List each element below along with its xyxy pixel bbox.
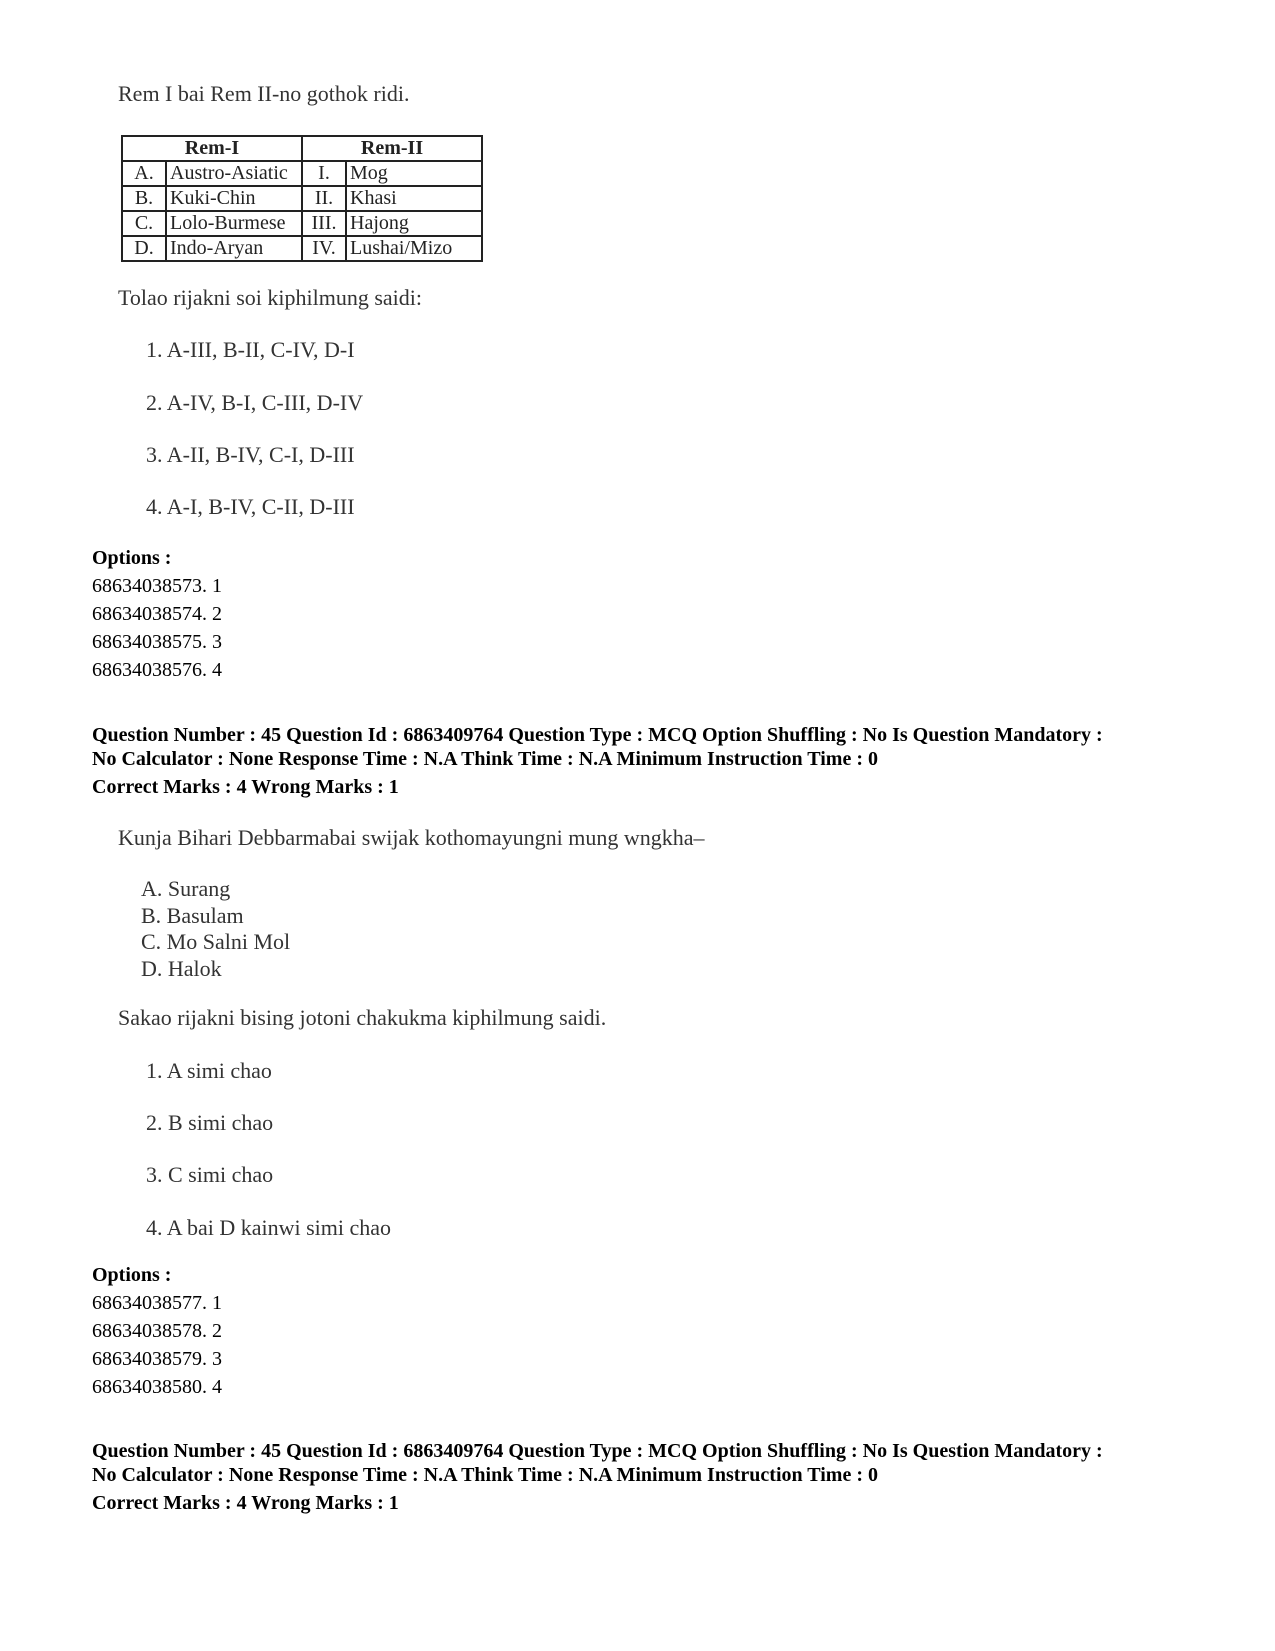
q2-option: 68634038579. 3 <box>92 1348 222 1370</box>
row-left-tag: A. <box>122 161 166 186</box>
q2-instruction: Sakao rijakni bising jotoni chakukma kiphilmung saidi. <box>118 1005 607 1030</box>
row-right-value: Hajong <box>346 211 482 236</box>
q1-option: 68634038574. 2 <box>92 603 222 625</box>
table-header-row <box>122 136 482 161</box>
q2-item: D. Halok <box>141 956 222 981</box>
q2-option: 68634038577. 1 <box>92 1292 222 1314</box>
meta-line: No Calculator : None Response Time : N.A Think Time : N.A Minimum Instruction Time : 0 <box>92 748 878 770</box>
meta-line: Question Number : 45 Question Id : 6863409764 Question Type : MCQ Option Shuffling : No Is Question Mandatory : <box>92 724 1103 746</box>
meta-line: Correct Marks : 4 Wrong Marks : 1 <box>92 1492 399 1514</box>
table-row <box>122 186 482 211</box>
q1-options-label: Options : <box>92 547 172 569</box>
q2-item: A. Surang <box>141 876 231 901</box>
row-right-value: Mog <box>346 161 482 186</box>
q1-option: 68634038573. 1 <box>92 575 222 597</box>
row-left-value: Kuki-Chin <box>166 186 302 211</box>
q1-choice: 3. A-II, B-IV, C-I, D-III <box>146 442 355 467</box>
row-right-tag: III. <box>302 211 346 236</box>
row-right-value: Khasi <box>346 186 482 211</box>
table-header-rem-1: Rem-I <box>122 136 302 161</box>
q2-prompt: Kunja Bihari Debbarmabai swijak kothomayungni mung wngkha– <box>118 825 705 850</box>
meta-line: No Calculator : None Response Time : N.A Think Time : N.A Minimum Instruction Time : 0 <box>92 1464 878 1486</box>
matching-table <box>121 135 483 262</box>
table-row <box>122 211 482 236</box>
q1-option: 68634038575. 3 <box>92 631 222 653</box>
row-left-value: Lolo-Burmese <box>166 211 302 236</box>
table-row <box>122 161 482 186</box>
table-header-rem-2: Rem-II <box>302 136 482 161</box>
q2-option: 68634038580. 4 <box>92 1376 222 1398</box>
q2-choice: 4. A bai D kainwi simi chao <box>146 1215 392 1240</box>
q1-choice: 1. A-III, B-II, C-IV, D-I <box>146 337 355 362</box>
row-left-tag: C. <box>122 211 166 236</box>
meta-line: Correct Marks : 4 Wrong Marks : 1 <box>92 776 399 798</box>
q2-choice: 3. C simi chao <box>146 1162 274 1187</box>
row-left-value: Austro-Asiatic <box>166 161 302 186</box>
question-meta <box>92 1439 1262 1515</box>
q1-prompt: Rem I bai Rem II-no gothok ridi. <box>118 81 410 106</box>
q2-item: C. Mo Salni Mol <box>141 929 291 954</box>
row-right-tag: IV. <box>302 236 346 261</box>
q2-item: B. Basulam <box>141 903 244 928</box>
row-right-tag: II. <box>302 186 346 211</box>
meta-line: Question Number : 45 Question Id : 6863409764 Question Type : MCQ Option Shuffling : No Is Question Mandatory : <box>92 1440 1103 1462</box>
question-meta <box>92 723 1262 799</box>
row-right-value: Lushai/Mizo <box>346 236 482 261</box>
q2-choice: 1. A simi chao <box>146 1058 272 1083</box>
row-left-tag: B. <box>122 186 166 211</box>
q1-option: 68634038576. 4 <box>92 659 222 681</box>
q1-instruction: Tolao rijakni soi kiphilmung saidi: <box>118 285 422 310</box>
row-left-value: Indo-Aryan <box>166 236 302 261</box>
q2-options-label: Options : <box>92 1264 172 1286</box>
q2-option: 68634038578. 2 <box>92 1320 222 1342</box>
row-right-tag: I. <box>302 161 346 186</box>
q1-choice: 4. A-I, B-IV, C-II, D-III <box>146 494 355 519</box>
row-left-tag: D. <box>122 236 166 261</box>
q2-choice: 2. B simi chao <box>146 1110 274 1135</box>
table-row <box>122 236 482 261</box>
q1-choice: 2. A-IV, B-I, C-III, D-IV <box>146 390 364 415</box>
